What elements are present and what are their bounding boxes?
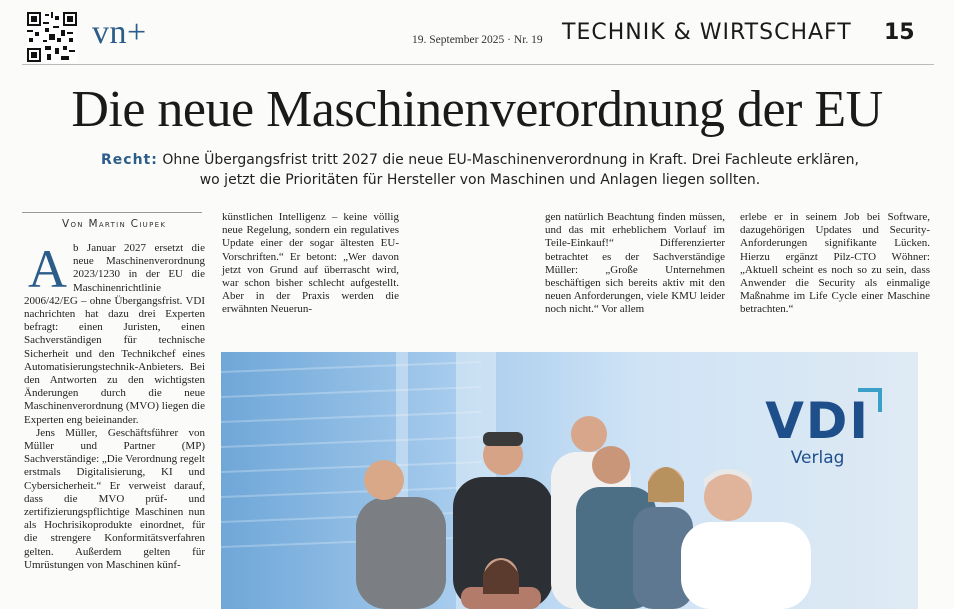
qr-code [27, 12, 77, 62]
vdi-logo-subtitle: Verlag [790, 448, 845, 468]
section-title: TECHNIK & WIRTSCHAFT [562, 20, 852, 45]
body-paragraph: erlebe er in seinem Job bei Software, dazugehörigen Updates und Security-Anforderungen signifikante Lücken. Hierzu ergänzt Pilz-CTO Wöhner: „Aktuell scheint es noch so zu sein, dass Anwender die Security als einmalige Maßnahme im Life Cycle einer Maschine betrachten.“ [740, 211, 930, 316]
page-number: 15 [884, 20, 915, 45]
drop-cap: A [28, 239, 67, 299]
body-column-3 [545, 211, 725, 317]
dek-line-1: Ohne Übergangsfrist tritt 2027 die neue EU-Maschinenverordnung in Kraft. Drei Fachleute erklären, [162, 152, 859, 168]
byline: Von Martin Ciupek [62, 218, 167, 230]
person-1 [356, 460, 446, 609]
body-paragraph: gen natürlich Beachtung finden müssen, und das mit erheblichem Vorlauf im Teile-Einkauf!“ Differenzierter betrachtet es der Sachverständige Müller: „Große Unternehmen beschäftigen sich bereits aktiv mit den neuen Anforderungen, viele KMU leider noch nicht.“ Vor allem [545, 211, 725, 316]
dek-line-2: wo jetzt die Prioritäten für Hersteller von Maschinen und Anlagen liegen sollten. [199, 172, 761, 188]
article-dek [80, 150, 880, 190]
body-paragraph: b Januar 2027 ersetzt die neue Maschinenverordnung 2023/1230 in der EU die Maschinenrichtlinie 2006/42/EG – ohne Übergangsfrist. VDI nachrichten hat dazu drei Experten befragt: einen Juristen, einen Sachverständigen für technische Sicherheit und den Technikchef eines Automatisierungstechnik-Anbieters. Bei den Antworten zu den wichtigsten Änderungen durch die neue Maschinenverordnung (MVO) liegen die Experten eng beieinander. [24, 242, 205, 426]
person-6 [681, 469, 811, 609]
byline-rule [22, 212, 202, 213]
brand-logo: vn+ [92, 14, 147, 51]
logo-corner-mark [858, 388, 882, 412]
body-column-4 [740, 211, 930, 317]
body-column-1 [24, 239, 205, 572]
dek-kicker: Recht: [101, 152, 158, 168]
vdi-verlag-logo [765, 394, 870, 468]
article-photo [221, 352, 918, 609]
vdi-logo-mark: VDI [765, 392, 870, 450]
body-paragraph: künstlichen Intelligenz – keine völlig neue Regelung, sondern ein regulatives Update einer der sogar ältesten EU-Vorschriften.“ Er betont: „Wer davon jetzt von Grund auf überrascht wird, war schon bisher schlecht aufgestellt. Aber in der Praxis werden die erwähnten Neuerun- [222, 211, 399, 316]
issue-dateline: 19. September 2025 · Nr. 19 [412, 34, 543, 46]
header-rule [22, 64, 934, 65]
body-paragraph: Jens Müller, Geschäftsführer von Müller und Partner (MP) Sachverständige: „Die Verordnung regelt erstmals Digitalisierung, KI und Cybersicherheit.“ Er verweist darauf, dass die MVO prüf- und zertifizierungspflichtige Maschinen nun als Hochrisikoprodukte einordnet, für die strengere Konformitätsverfahren gelten. Außerdem gelten für Umrüstungen von Maschinen künf- [24, 426, 205, 571]
article-headline: Die neue Maschinenverordnung der EU [71, 81, 883, 138]
body-column-2 [222, 211, 399, 317]
photo-people-illustration [221, 352, 918, 609]
